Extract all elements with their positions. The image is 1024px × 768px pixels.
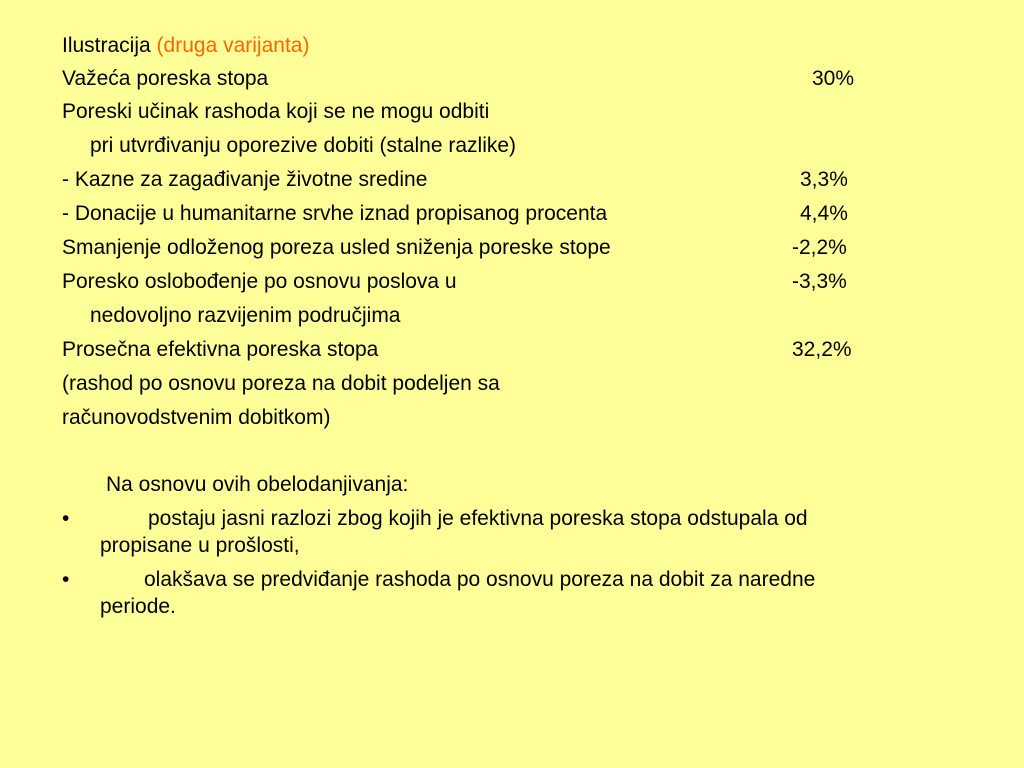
title-accent: (druga varijanta) — [156, 34, 310, 57]
bullet-text-line: periode. — [100, 595, 176, 618]
row-label: računovodstvenim dobitkom) — [62, 406, 331, 429]
row-label: nedovoljno razvijenim područjima — [90, 304, 401, 327]
bullet-marker: • — [62, 568, 70, 591]
row-value: -3,3% — [792, 270, 847, 293]
row-label: - Kazne za zagađivanje životne sredine — [62, 168, 428, 191]
row-value: 32,2% — [792, 338, 852, 361]
row-label: - Donacije u humanitarne srvhe iznad propisanog procenta — [62, 202, 608, 225]
bullet-text-line: postaju jasni razlozi zbog kojih je efektivna poreska stopa odstupala od — [148, 507, 808, 530]
row-label: Važeća poreska stopa — [62, 67, 269, 90]
row-value: 3,3% — [800, 168, 848, 191]
row-label: (rashod po osnovu poreza na dobit podeljen sa — [62, 372, 500, 395]
row-label: Prosečna efektivna poreska stopa — [62, 338, 379, 361]
title-prefix: Ilustracija — [62, 34, 151, 57]
row-value: -2,2% — [792, 236, 847, 259]
row-label: pri utvrđivanju oporezive dobiti (stalne razlike) — [90, 134, 517, 157]
bullet-text-line: propisane u prošlosti, — [100, 534, 300, 557]
bullet-marker: • — [62, 507, 70, 530]
conclusion-intro: Na osnovu ovih obelodanjivanja: — [106, 473, 409, 496]
row-label: Poresko oslobođenje po osnovu poslova u — [62, 270, 457, 293]
row-value: 4,4% — [800, 202, 848, 225]
slide-title — [62, 33, 309, 59]
row-label: Smanjenje odloženog poreza usled sniženja poreske stope — [62, 236, 611, 259]
row-label: Poreski učinak rashoda koji se ne mogu odbiti — [62, 100, 490, 123]
row-value: 30% — [812, 67, 855, 90]
bullet-text-line: olakšava se predviđanje rashoda po osnovu poreza na dobit za naredne — [144, 568, 816, 591]
